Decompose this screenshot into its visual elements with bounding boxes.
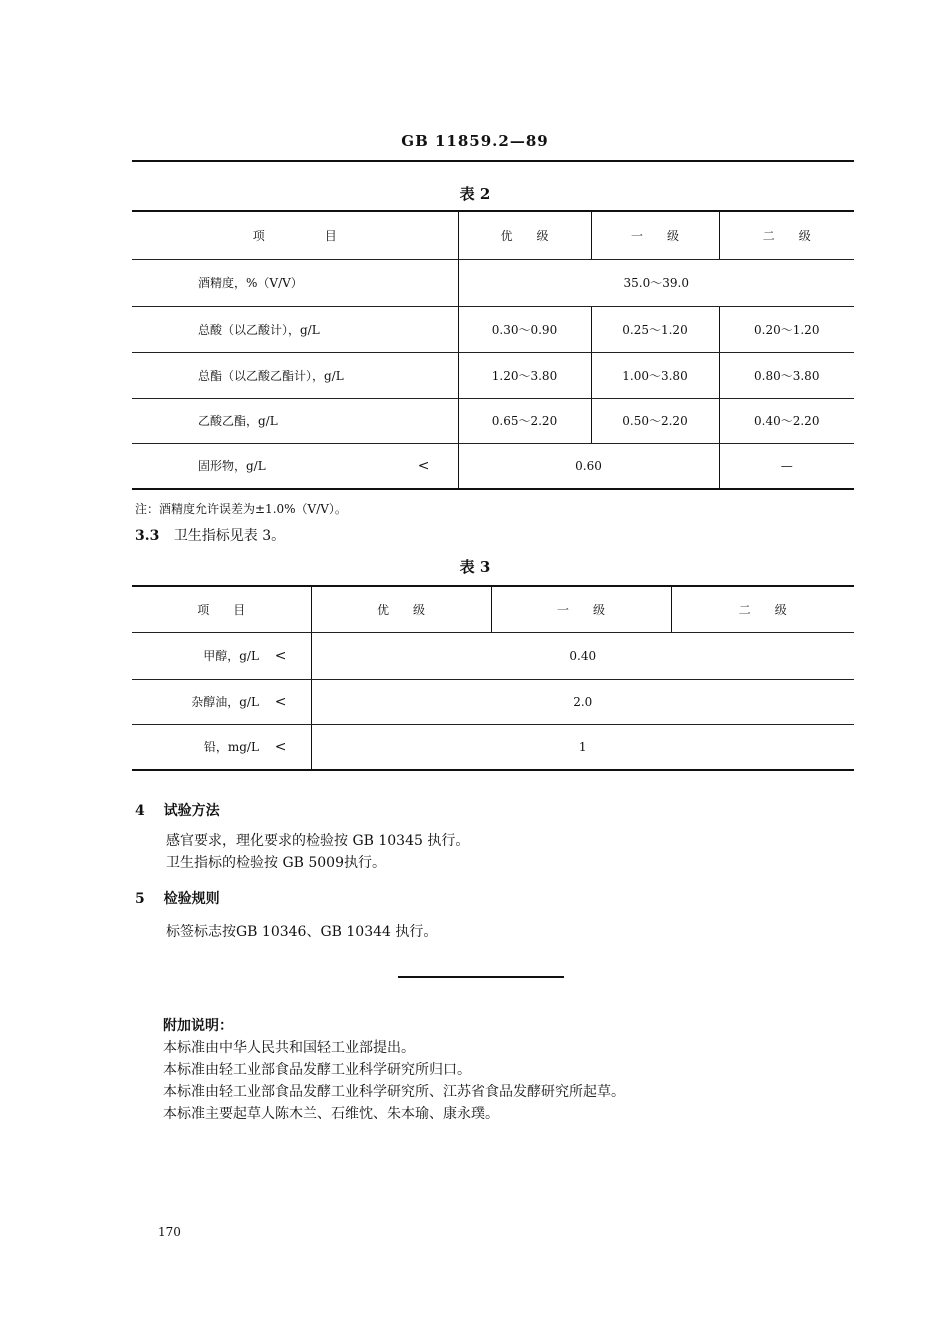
table2-item-cell [132,443,458,489]
header-rule [132,160,854,162]
table3-item: 杂醇油，g/L [191,695,259,709]
table2 [132,210,854,490]
table2-value: 1.00～3.80 [591,352,719,398]
table2-header-item: 项 目 [132,211,458,259]
table3-header-item: 项 目 [132,586,311,632]
table-row [132,443,854,489]
appendix-title: 附加说明： [163,1018,233,1034]
section-title: 试验方法 [163,803,220,819]
table2-header-grade-2: 二 级 [719,211,854,259]
table2-value: 0.60 [458,443,719,489]
clause-text: 卫生指标见表 3。 [173,528,286,544]
table3-header-row [132,586,854,632]
table3-value: 2.0 [311,679,854,724]
table2-header-grade-1: 一 级 [591,211,719,259]
appendix-line: 本标准主要起草人陈木兰、石维忱、朱本瑜、康永璞。 [163,1106,499,1122]
table2-header-row [132,211,854,259]
page-number: 170 [158,1225,181,1239]
appendix [163,1015,625,1125]
less-than-sign: < [417,457,430,474]
table2-value: — [719,443,854,489]
table2-value: 0.65～2.20 [458,398,591,443]
appendix-line: 本标准由轻工业部食品发酵工业科学研究所、江苏省食品发酵研究所起草。 [163,1084,625,1100]
table-row [132,679,854,724]
less-than-sign: < [274,739,287,756]
less-than-sign: < [274,694,287,710]
table3-header-grade-premium: 优 级 [311,586,491,632]
section-title: 检验规则 [163,891,220,907]
table3-value: 0.40 [311,632,854,679]
table-row [132,632,854,679]
table2-item: 乙酸乙酯，g/L [132,398,458,443]
table2-value: 0.50～2.20 [591,398,719,443]
table2-item: 固形物，g/L [198,459,266,474]
table3-item-cell [132,632,311,679]
section-number: 4 [135,803,145,819]
section-divider [398,976,564,978]
table2-value: 0.80～3.80 [719,352,854,398]
appendix-line: 本标准由轻工业部食品发酵工业科学研究所归口。 [163,1062,471,1078]
table2-value: 0.20～1.20 [719,306,854,352]
table2-value: 0.30～0.90 [458,306,591,352]
table2-value: 35.0～39.0 [458,259,854,306]
section4-heading [135,800,220,820]
table3-header-grade-1: 一 级 [491,586,671,632]
table2-value: 1.20～3.80 [458,352,591,398]
section5-heading [135,888,220,908]
table3-value: 1 [311,724,854,770]
section-number: 5 [135,891,145,907]
clause-number: 3.3 [135,528,160,544]
table2-caption: 表 2 [459,185,491,203]
paragraph-line: 标签标志按GB 10346、GB 10344 执行。 [166,924,438,940]
table3-item-cell [132,724,311,770]
table3-header-grade-2: 二 级 [671,586,854,632]
section4-body [166,830,469,874]
table3-item: 铅，mg/L [203,740,259,755]
table3-item: 甲醇，g/L [203,649,259,663]
table-row [132,259,854,306]
paragraph-line: 卫生指标的检验按 GB 5009执行。 [166,855,387,871]
table3-caption: 表 3 [459,558,491,576]
clause-3-3 [135,525,285,547]
appendix-line: 本标准由中华人民共和国轻工业部提出。 [163,1040,415,1056]
table2-item: 总酯（以乙酸乙酯计），g/L [132,352,458,398]
table2-note: 注：酒精度允许误差为±1.0%（V/V）。 [135,502,347,516]
table-row [132,724,854,770]
table2-value: 0.25～1.20 [591,306,719,352]
table-row [132,352,854,398]
table3 [132,585,854,771]
table2-header-grade-premium: 优 级 [458,211,591,259]
table3-item-cell [132,679,311,724]
standard-number-header: GB 11859.2—89 [401,132,549,150]
table-row [132,398,854,443]
table2-item: 酒精度，%（V/V） [132,259,458,306]
paragraph-line: 感官要求，理化要求的检验按 GB 10345 执行。 [166,833,470,849]
table-row [132,306,854,352]
section5-body [166,921,437,943]
table2-item: 总酸（以乙酸计），g/L [132,306,458,352]
table2-value: 0.40～2.20 [719,398,854,443]
less-than-sign: < [274,648,287,664]
